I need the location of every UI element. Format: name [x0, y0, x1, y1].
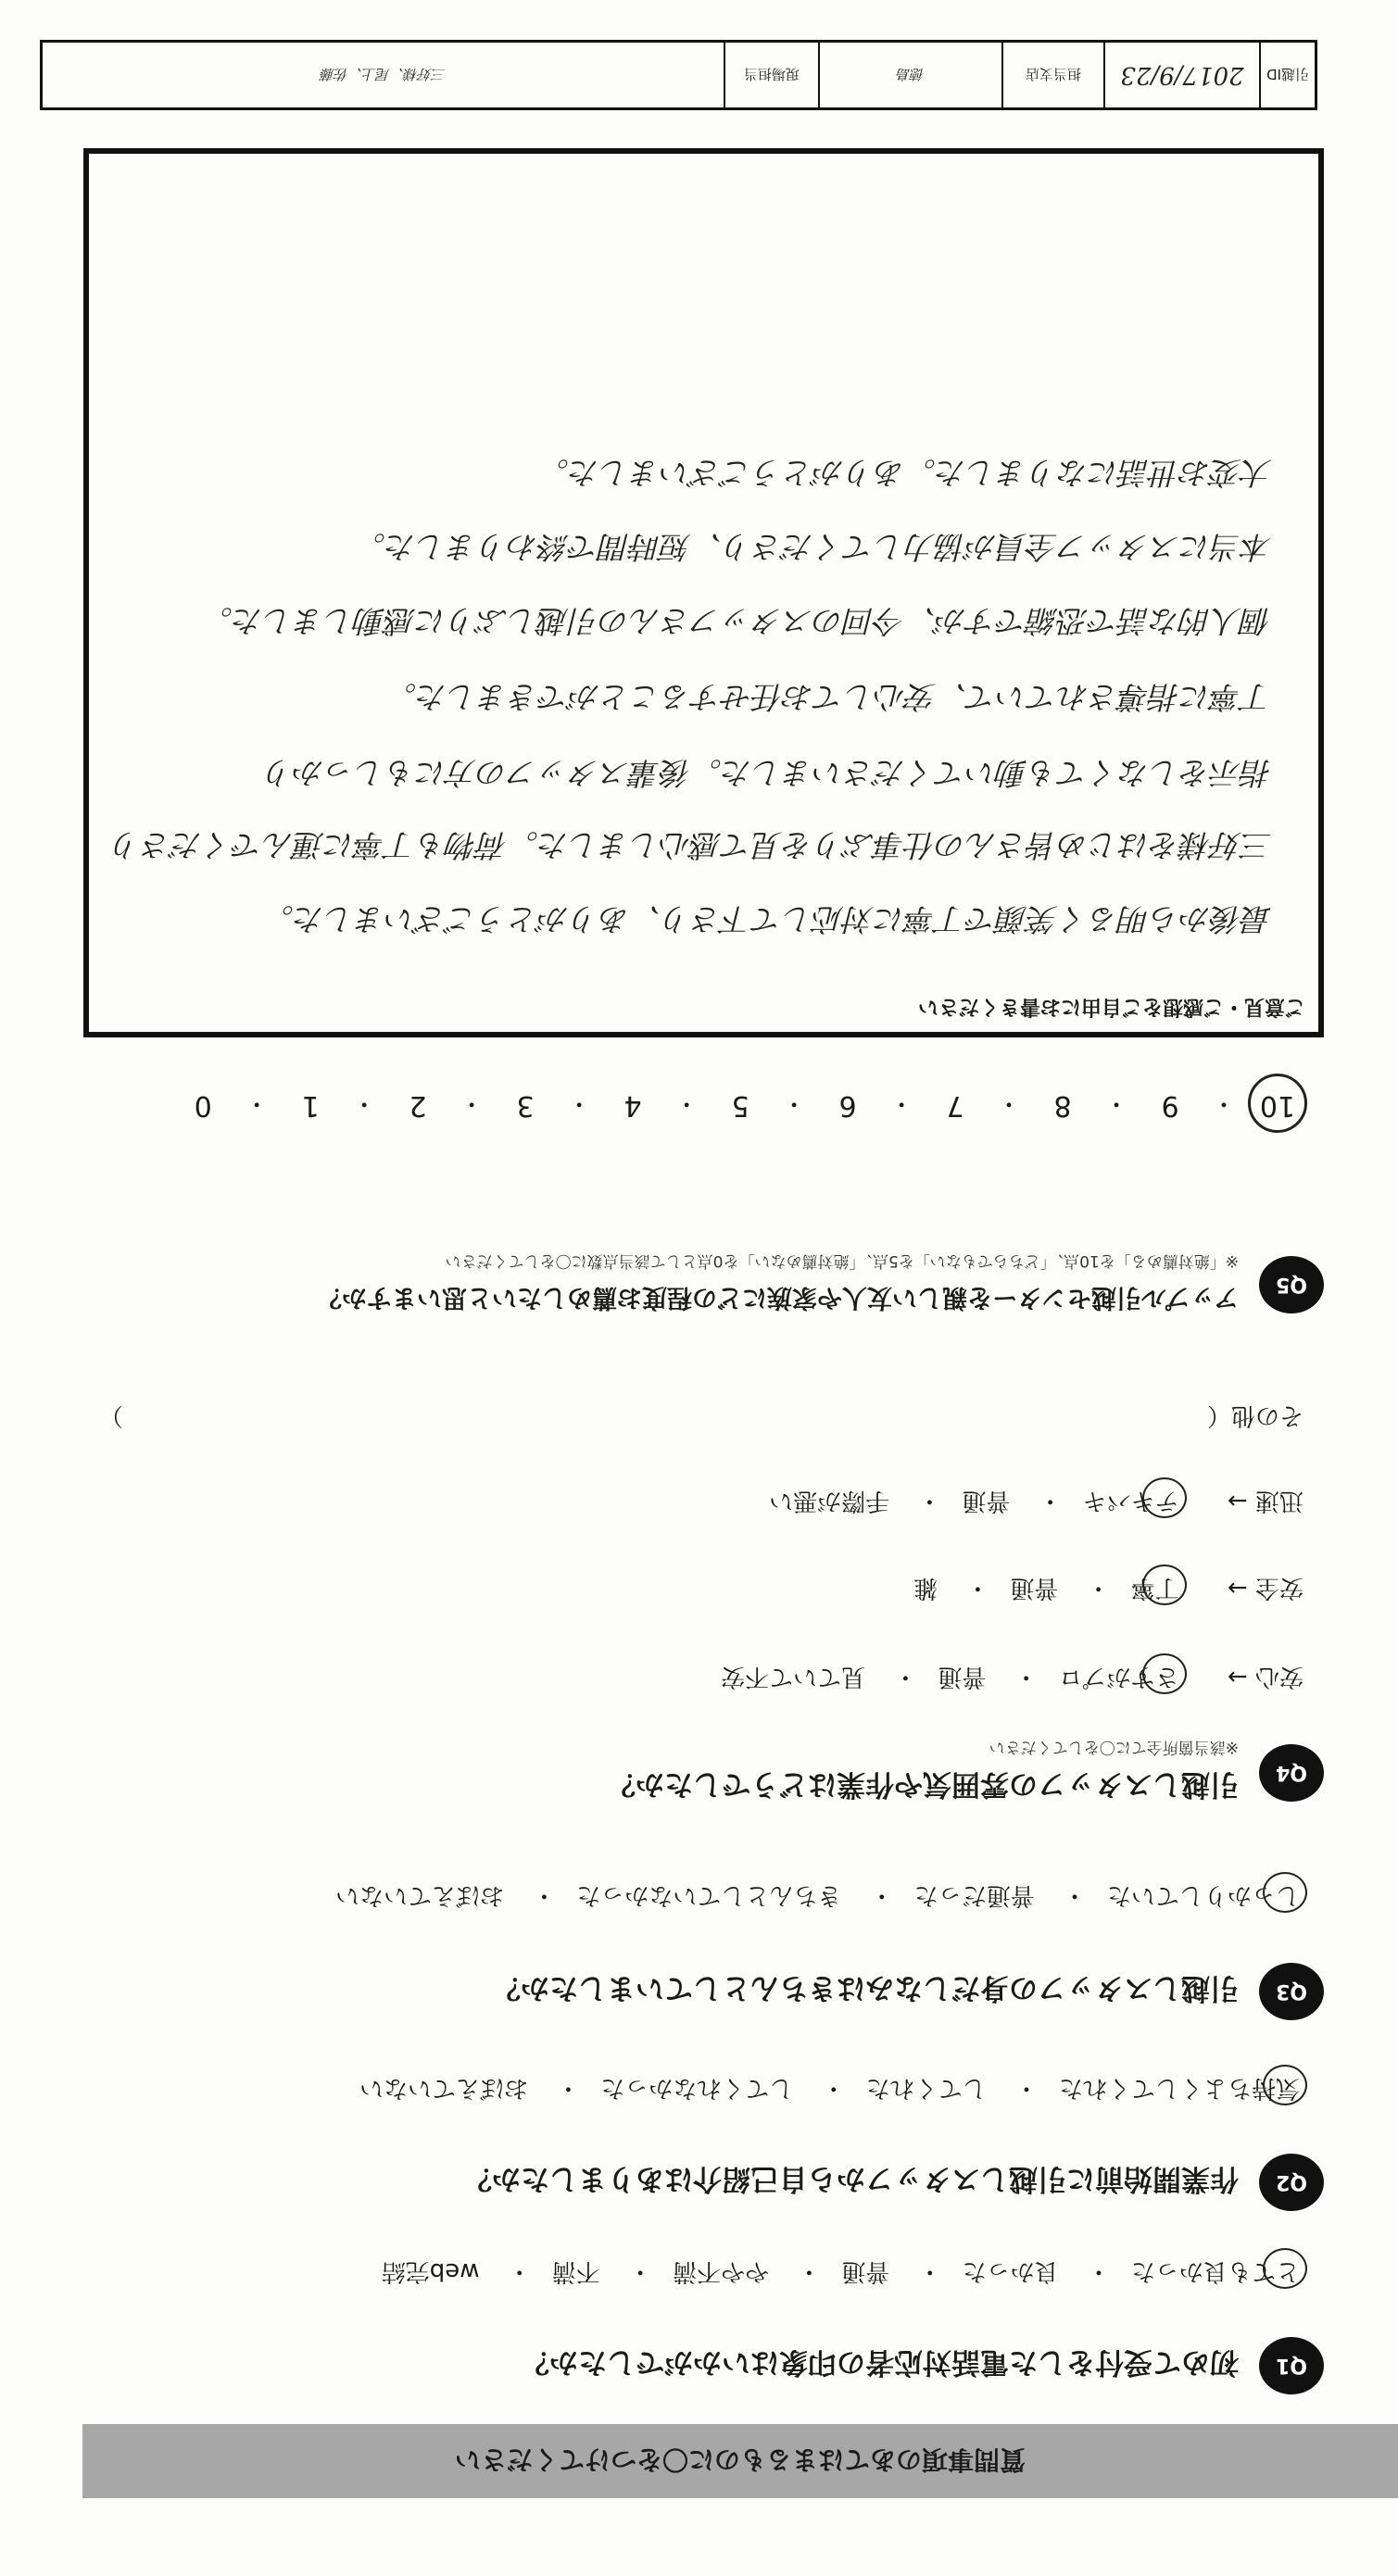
q4-row-label: 安全 → [1227, 1574, 1304, 1602]
q4-row-label: 安心 → [1227, 1663, 1304, 1690]
id-value: 2017/9/23 [1103, 43, 1259, 107]
q5-badge: Q5 [1259, 1256, 1324, 1313]
q4-note: ※該当箇所全てに〇をしてください [989, 1738, 1239, 1756]
q4-row-jinsoku: 迅速 → テキパキ・ 普通・ 手際が悪い [769, 1487, 1304, 1514]
q2-question: 作業開始前に引越しスタッフから自己紹介はありましたか？ [463, 2162, 1239, 2196]
q3-question: 引越しスタッフの身だしなみはきちんとしていましたか？ [492, 1971, 1239, 2005]
comment-line: 最後から明るく笑顔で丁寧に対応して下さり、ありがとうございました。 [263, 901, 1272, 937]
q3-option[interactable]: おぼえていない [335, 1881, 505, 1909]
id-label: 引越ID [1259, 43, 1315, 107]
score-8[interactable]: 8 [1053, 1089, 1072, 1123]
score-3[interactable]: 3 [516, 1089, 535, 1123]
instruction-text: 質問事項のあてはまるものに〇をつけてください [455, 2444, 1026, 2475]
q4-block [92, 1738, 1324, 1808]
comment-line: 丁寧に指導されていて、安心してお任せすることができました。 [385, 679, 1272, 715]
q3-option[interactable]: きちんとしていなかった [576, 1881, 842, 1909]
comment-title: ご意見・ご感想をご自由にお書きください [917, 995, 1305, 1018]
q2-block [92, 2154, 1324, 2211]
q3-badge: Q3 [1259, 1963, 1324, 2020]
q4-option[interactable]: 普通 [1010, 1574, 1059, 1602]
q1-option[interactable]: とても良かった [1130, 2257, 1300, 2285]
q4-option[interactable]: 手際が悪い [769, 1487, 890, 1514]
score-1[interactable]: 1 [301, 1089, 320, 1123]
q4-badge: Q4 [1259, 1744, 1324, 1802]
q1-badge: Q1 [1259, 2337, 1324, 2394]
q1-block [92, 2337, 1324, 2394]
q2-option[interactable]: してくれなかった [600, 2074, 794, 2102]
q5-block [92, 1251, 1324, 1318]
comment-line: 三好様をはじめ皆さんの仕事ぶりを見て感心しました。荷物も丁寧に運んでくださり [110, 827, 1272, 863]
q2-option[interactable]: 気持ちよくしてくれた [1058, 2074, 1300, 2102]
recommend-scale: 10 ・ 9 ・ 8 ・ 7 ・ 6 ・ 5 ・ 4 ・ 3 ・ 2 ・ 1 ・ 0 [184, 1078, 1296, 1134]
q4-option[interactable]: さすがプロ [1058, 1663, 1179, 1690]
q5-question: アップル引越センターを親しい友人や家族にどの程度お薦めしたいと思いますか？ [317, 1283, 1239, 1312]
score-5[interactable]: 5 [731, 1089, 749, 1123]
comment-box [83, 148, 1324, 1037]
q1-option[interactable]: 不満 [551, 2257, 600, 2285]
score-2[interactable]: 2 [409, 1089, 427, 1123]
comment-line: 指示をしなくても動いてくださいました。後輩スタッフの方にもしっかり [263, 755, 1272, 791]
q4-row-anzen: 安全 → 丁寧・ 普通・ 雑 [913, 1574, 1304, 1602]
q4-option[interactable]: 普通 [962, 1487, 1011, 1514]
q4-other-label: その他（ [1206, 1401, 1304, 1429]
branch-value: 徳島 [818, 43, 1001, 107]
q1-option[interactable]: 普通 [841, 2257, 890, 2285]
q5-note: ※「絶対薦める」を10点、「どちらでもない」を5点、「絶対薦めない」を0点として該当点数に〇をしてください [445, 1251, 1239, 1270]
q1-option[interactable]: 良かった [962, 2257, 1059, 2285]
q4-row-anshin: 安心 → さすがプロ・ 普通・ 見ていて不安 [721, 1663, 1304, 1690]
q4-option[interactable]: 雑 [913, 1574, 938, 1602]
q4-other-close: ） [99, 1401, 124, 1429]
header-table [40, 40, 1317, 110]
comment-line: 本当にスタッフ全員が協力してくださり、短時間で終わりました。 [355, 529, 1272, 565]
q2-badge: Q2 [1259, 2154, 1324, 2211]
q2-option[interactable]: おぼえていない [359, 2074, 529, 2102]
score-4[interactable]: 4 [623, 1089, 642, 1123]
comment-line: 個人的な話で恐縮ですが、今回のスタッフさんの引越しぶりに感動しました。 [202, 603, 1272, 639]
leader-label: 現場担当 [724, 43, 818, 107]
q4-option[interactable]: テキパキ [1082, 1487, 1179, 1514]
q2-options: 気持ちよくしてくれた・ してくれた・ してくれなかった・ おぼえていない [359, 2074, 1300, 2102]
q3-option[interactable]: 普通だった [913, 1881, 1035, 1909]
q3-option[interactable]: しっかりしていた [1106, 1881, 1300, 1909]
score-7[interactable]: 7 [946, 1089, 964, 1123]
q4-other-row [99, 1401, 1304, 1435]
q4-option[interactable]: 見ていて不安 [721, 1663, 866, 1690]
comment-line: 大変お世話になりました。ありがとうございました。 [538, 455, 1272, 491]
q3-block [92, 1963, 1324, 2020]
score-6[interactable]: 6 [838, 1089, 857, 1123]
branch-label: 担当支店 [1001, 43, 1103, 107]
q4-option[interactable]: 丁寧 [1130, 1574, 1179, 1602]
q4-option[interactable]: 普通 [938, 1663, 987, 1690]
q2-option[interactable]: してくれた [865, 2074, 987, 2102]
q4-row-label: 迅速 → [1227, 1487, 1304, 1514]
score-10[interactable]: 10 [1259, 1089, 1296, 1123]
q1-option[interactable]: やや不満 [673, 2257, 770, 2285]
q4-question: 引越しスタッフの雰囲気や作業はどうでしたか？ [607, 1767, 1239, 1801]
score-0[interactable]: 0 [194, 1089, 212, 1123]
q1-question: 初めて受付をした電話対応者の印象はいかがでしたか？ [521, 2345, 1239, 2380]
leader-value: 三好様、尾上、佐藤 [321, 66, 447, 83]
instruction-bar [82, 2424, 1398, 2498]
q1-option[interactable]: web完結 [381, 2257, 480, 2285]
q3-options: しっかりしていた・ 普通だった・ きちんとしていなかった・ おぼえていない [335, 1881, 1300, 1909]
score-9[interactable]: 9 [1161, 1089, 1179, 1123]
q1-options: とても良かった・ 良かった・ 普通・ やや不満・ 不満・ web完結 [381, 2257, 1300, 2285]
